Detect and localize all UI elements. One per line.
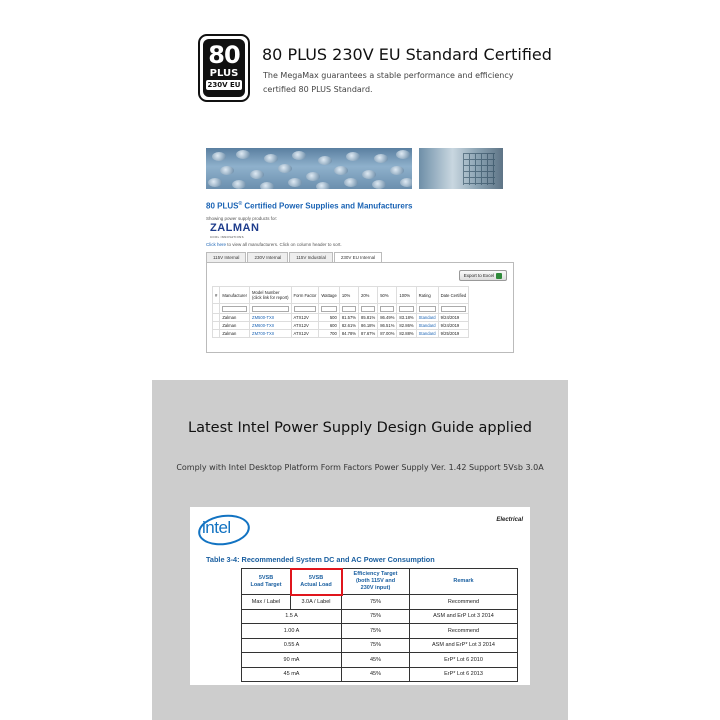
banner-chip-icon	[260, 182, 274, 189]
certification-title: 80 PLUS 230V EU Standard Certified	[262, 45, 552, 64]
rating-link[interactable]: Standard	[418, 323, 436, 328]
excel-icon	[496, 273, 502, 279]
table-row	[242, 595, 518, 610]
table-row	[242, 667, 518, 682]
power-cell-efficiency: 45%	[342, 653, 410, 668]
psu-cell-p20: 87.67%	[359, 330, 378, 338]
power-cell-remark: ASM and ErP Lot 3 2014	[410, 609, 518, 624]
psu-cell-p10: 81.57%	[339, 314, 358, 322]
psu-filter-input[interactable]	[380, 306, 394, 312]
psu-table	[212, 286, 469, 338]
circuit-banner-image	[206, 148, 412, 189]
export-to-excel-button[interactable]: Export to Excel	[459, 270, 507, 281]
website-heading: 80 PLUS® Certified Power Supplies and Manufacturers	[206, 201, 413, 211]
banner-chip-icon	[220, 166, 234, 175]
banner-chip-icon	[288, 178, 302, 187]
psu-cell-form: ATX12V	[291, 330, 319, 338]
psu-filter-row	[213, 304, 469, 314]
power-cell-target: 0.55 A	[242, 638, 342, 653]
table-row	[213, 330, 469, 338]
psu-filter-input[interactable]	[222, 306, 247, 312]
banner-chip-icon	[232, 180, 246, 189]
model-report-link[interactable]: ZM500-TXII	[252, 315, 275, 320]
table-row	[242, 653, 518, 668]
power-cell-efficiency: 75%	[342, 609, 410, 624]
psu-table-header	[213, 287, 469, 304]
power-cell-target: 45 mA	[242, 667, 342, 682]
psu-cell-manufacturer: Zalman	[220, 314, 250, 322]
psu-cell-date: 9/25/2019	[438, 330, 469, 338]
psu-cell-p10: 82.61%	[339, 322, 358, 330]
psu-cell-p100: 82.86%	[397, 322, 416, 330]
banner-chip-icon	[362, 170, 376, 179]
power-table-header	[242, 569, 518, 595]
rating-link[interactable]: Standard	[418, 315, 436, 320]
tab-230v-internal[interactable]: 230V Internal	[247, 252, 288, 262]
banner-chip-icon	[316, 182, 330, 189]
psu-filter-input[interactable]	[419, 306, 436, 312]
zalman-tagline: COOL INNOVATIONS	[210, 235, 244, 239]
psu-column-header[interactable]: 20%	[359, 287, 378, 304]
banner-chip-icon	[250, 170, 264, 179]
power-cell-target: Max / Label	[242, 595, 291, 610]
psu-column-header[interactable]: Model Number (click link for report)	[250, 287, 292, 304]
power-cell-remark: ErP* Lot 6 2013	[410, 667, 518, 682]
banner-chip-icon	[374, 154, 388, 163]
tab-115v-internal[interactable]: 115V Internal	[206, 252, 246, 262]
tab-230v-eu-internal[interactable]: 230V EU Internal	[334, 252, 382, 263]
80plus-website-screenshot	[206, 148, 514, 353]
psu-cell-wattage: 700	[319, 330, 339, 338]
psu-filter-input[interactable]	[252, 306, 289, 312]
psu-filter-input[interactable]	[294, 306, 317, 312]
power-cell-efficiency: 45%	[342, 667, 410, 682]
psu-column-header[interactable]: 50%	[378, 287, 397, 304]
psu-column-header[interactable]: 10%	[339, 287, 358, 304]
psu-column-header[interactable]: Manufacturer	[220, 287, 250, 304]
psu-cell-date: 9/24/2019	[438, 314, 469, 322]
zalman-logo: ZALMAN	[210, 222, 260, 234]
banner-chip-icon	[346, 152, 360, 161]
badge-number: 80	[208, 41, 240, 69]
model-report-link[interactable]: ZM700-TXII	[252, 331, 275, 336]
banner-chip-icon	[292, 151, 306, 160]
psu-column-header[interactable]: Wattage	[319, 287, 339, 304]
banner-chip-icon	[344, 178, 358, 187]
psu-cell-num	[213, 314, 220, 322]
psu-cell-p20: 86.18%	[359, 322, 378, 330]
click-here-link[interactable]: Click here	[206, 242, 227, 247]
psu-filter-input[interactable]	[361, 306, 375, 312]
banner-chip-icon	[212, 152, 226, 161]
power-cell-remark: Recommend	[410, 595, 518, 610]
psu-filter-input[interactable]	[441, 306, 467, 312]
psu-cell-num	[213, 330, 220, 338]
badge-plus: PLUS	[209, 68, 239, 79]
table-row	[242, 638, 518, 653]
psu-column-header[interactable]: #	[213, 287, 220, 304]
banner-chip-icon	[264, 154, 278, 163]
intel-comply-text: Comply with Intel Desktop Platform Form Factors Power Supply Ver. 1.42 Support 5Vsb 3.0A	[176, 463, 544, 472]
view-all-text: Click here to view all manufacturers. Click on column header to sort.	[206, 242, 342, 247]
80plus-badge-icon	[198, 34, 250, 102]
psu-filter-input[interactable]	[399, 306, 413, 312]
power-column-header: Remark	[410, 569, 518, 595]
power-cell-remark: Recommend	[410, 624, 518, 639]
power-cell-target: 90 mA	[242, 653, 342, 668]
power-cell-actual: 3.0A / Label	[291, 595, 342, 610]
table-row	[242, 624, 518, 639]
intel-logo: intel	[202, 518, 231, 537]
server-banner-image	[419, 148, 503, 189]
power-cell-target: 1.5 A	[242, 609, 342, 624]
psu-cell-p50: 86.51%	[378, 322, 397, 330]
psu-cell-manufacturer: Zalman	[220, 330, 250, 338]
rating-link[interactable]: Standard	[418, 331, 436, 336]
table-caption: Table 3-4: Recommended System DC and AC Power Consumption	[206, 555, 435, 564]
psu-cell-p100: 83.18%	[397, 314, 416, 322]
psu-filter-input[interactable]	[342, 306, 356, 312]
power-column-header: Efficiency Target (both 115V and 230V input)	[342, 569, 410, 595]
psu-column-header[interactable]: Date Certified	[438, 287, 469, 304]
psu-cell-manufacturer: Zalman	[220, 322, 250, 330]
psu-column-header[interactable]: Rating	[416, 287, 438, 304]
power-cell-efficiency: 75%	[342, 595, 410, 610]
psu-cell-wattage: 600	[319, 322, 339, 330]
psu-grid-panel	[206, 262, 514, 353]
psu-cell-date: 9/24/2019	[438, 322, 469, 330]
banner-chip-icon	[208, 178, 222, 187]
banner-chip-icon	[236, 150, 250, 159]
intel-spec-document	[190, 507, 530, 685]
psu-cell-form: ATX12V	[291, 322, 319, 330]
power-consumption-table	[241, 568, 518, 682]
power-cell-remark: ErP* Lot 6 2010	[410, 653, 518, 668]
table-row	[213, 314, 469, 322]
psu-column-header[interactable]: 100%	[397, 287, 416, 304]
power-column-header: 5VSB Load Target	[242, 569, 291, 595]
psu-cell-p100: 82.88%	[397, 330, 416, 338]
power-cell-target: 1.00 A	[242, 624, 342, 639]
psu-cell-p20: 85.81%	[359, 314, 378, 322]
banner-chip-icon	[400, 178, 412, 187]
banner-chip-icon	[306, 172, 320, 181]
banner-chip-icon	[372, 180, 386, 189]
psu-cell-p50: 86.49%	[378, 314, 397, 322]
psu-cell-form: ATX12V	[291, 314, 319, 322]
psu-cell-num	[213, 322, 220, 330]
psu-filter-input[interactable]	[321, 306, 336, 312]
power-column-header: 5VSB Actual Load	[291, 569, 342, 595]
certification-description: The MegaMax guarantees a stable performance and efficiency certified 80 PLUS Standard.	[263, 71, 514, 94]
tab-115v-industrial[interactable]: 115V Industrial	[289, 252, 333, 262]
psu-cell-wattage: 500	[319, 314, 339, 322]
badge-level: 230V EU	[207, 81, 241, 89]
power-cell-efficiency: 75%	[342, 624, 410, 639]
intel-guide-title: Latest Intel Power Supply Design Guide applied	[188, 420, 532, 436]
power-cell-efficiency: 75%	[342, 638, 410, 653]
showing-products-text: Showing power supply products for:	[206, 216, 278, 221]
model-report-link[interactable]: ZM600-TXII	[252, 323, 275, 328]
banner-chip-icon	[396, 150, 410, 159]
psu-cell-p10: 84.78%	[339, 330, 358, 338]
table-row	[213, 322, 469, 330]
banner-chip-icon	[334, 166, 348, 175]
psu-cell-p50: 87.00%	[378, 330, 397, 338]
power-cell-remark: ASM and ErP* Lot 3 2014	[410, 638, 518, 653]
banner-chip-icon	[278, 164, 292, 173]
table-row	[242, 609, 518, 624]
electrical-label: Electrical	[496, 517, 523, 523]
psu-column-header[interactable]: Form Factor	[291, 287, 319, 304]
banner-chip-icon	[318, 156, 332, 165]
banner-chip-icon	[390, 166, 404, 175]
